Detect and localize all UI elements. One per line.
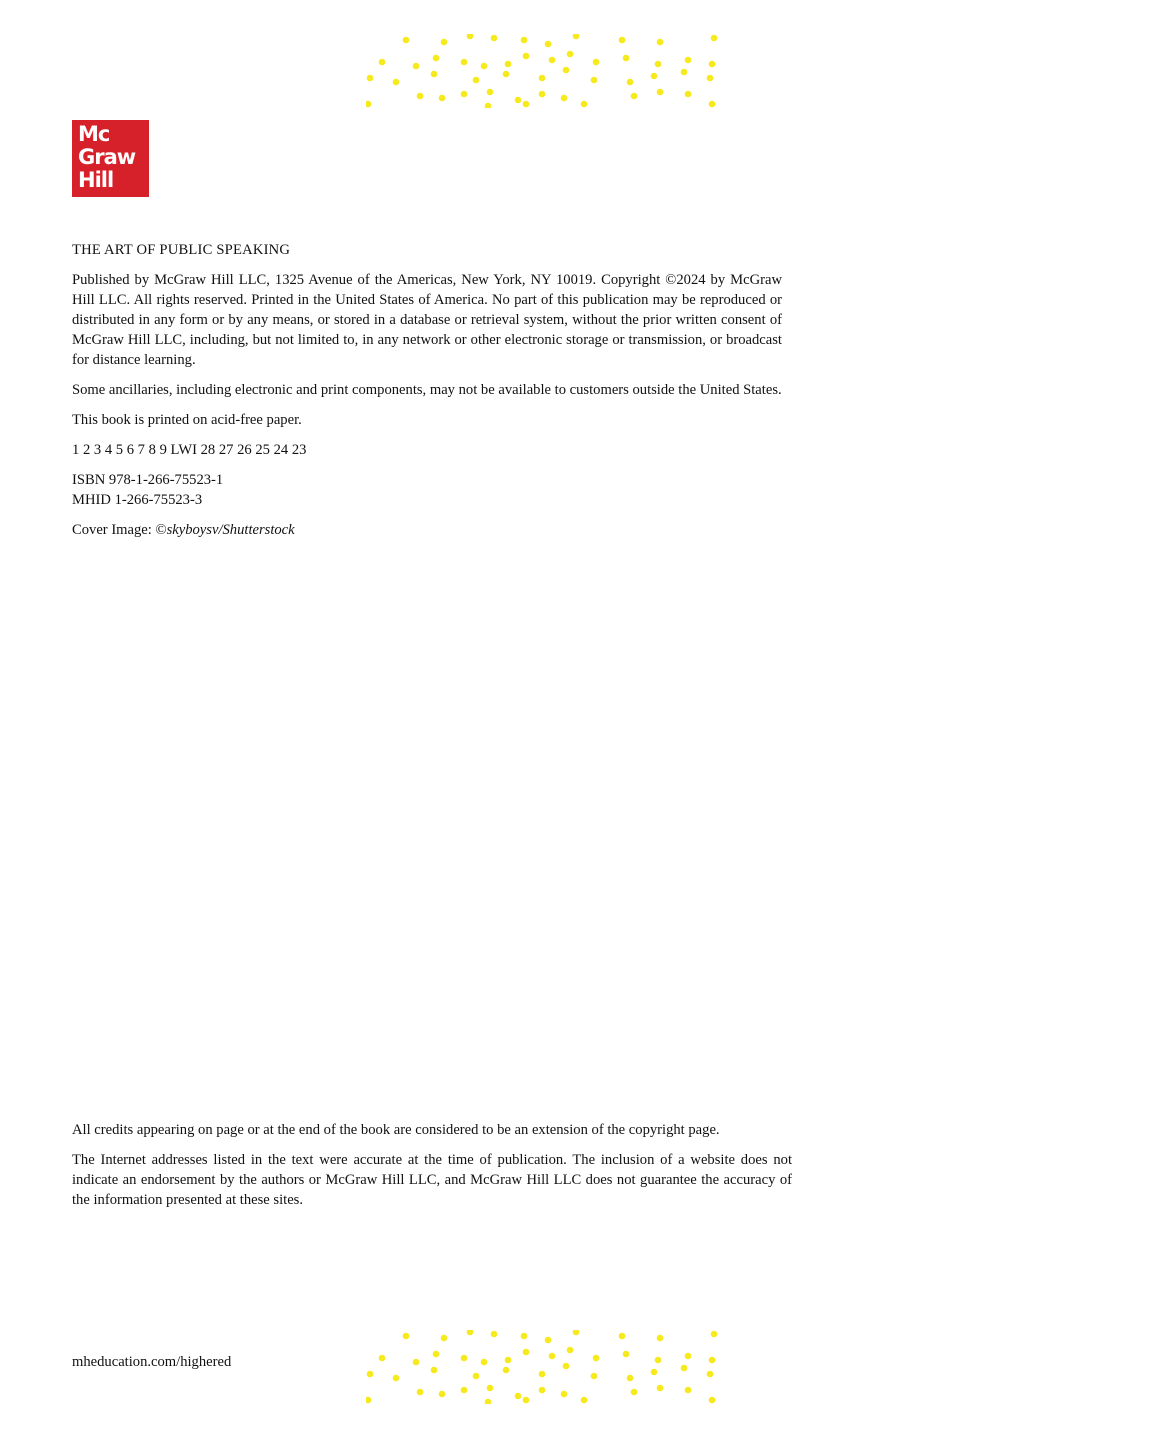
decorative-dot xyxy=(379,1355,386,1362)
decorative-dot xyxy=(685,57,692,64)
decorative-dot xyxy=(441,39,448,46)
decorative-dot xyxy=(581,101,588,108)
publisher-paragraph: Published by McGraw Hill LLC, 1325 Avenue of the Americas, New York, NY 10019. Copyright ©2024 by McGraw Hill LLC. All rights reserved. Printed in the United States of America. No part of this publication may be reproduced or distributed in any form or by any means, or stored in a database or retrieval system, without the prior written consent of McGraw Hill LLC, including, but not limited to, in any network or other electronic storage or transmission, or broadcast for distance learning. xyxy=(72,272,782,368)
decorative-dot xyxy=(623,55,630,62)
yellow-dot-decoration-bottom xyxy=(366,1330,718,1404)
decorative-dot xyxy=(657,89,664,96)
decorative-dot xyxy=(487,1385,494,1392)
decorative-dot xyxy=(467,1330,474,1335)
decorative-dot xyxy=(379,59,386,66)
printing-line: 1 2 3 4 5 6 7 8 9 LWI 28 27 26 25 24 23 xyxy=(72,442,307,458)
decorative-dot xyxy=(685,91,692,98)
decorative-dot xyxy=(591,1373,598,1380)
decorative-dot xyxy=(473,1373,480,1380)
decorative-dot xyxy=(366,1397,371,1404)
decorative-dot xyxy=(711,35,718,42)
cover-image-source: skyboysv/Shutterstock xyxy=(166,522,295,538)
decorative-dot xyxy=(393,1375,400,1382)
decorative-dot xyxy=(539,91,546,98)
decorative-dot xyxy=(651,73,658,80)
decorative-dot xyxy=(685,1387,692,1394)
decorative-dot xyxy=(657,1385,664,1392)
decorative-dot xyxy=(461,1355,468,1362)
decorative-dot xyxy=(367,75,374,82)
decorative-dot xyxy=(655,1357,662,1364)
decorative-dot xyxy=(521,37,528,44)
decorative-dot xyxy=(627,79,634,86)
decorative-dot xyxy=(573,34,580,39)
decorative-dot xyxy=(473,77,480,84)
decorative-dot xyxy=(521,1333,528,1340)
decorative-dot xyxy=(539,1387,546,1394)
decorative-dot xyxy=(707,1371,714,1378)
decorative-dot xyxy=(549,57,556,64)
decorative-dot xyxy=(393,79,400,86)
decorative-dot xyxy=(561,1391,568,1398)
decorative-dot xyxy=(461,59,468,66)
decorative-dot xyxy=(413,63,420,70)
decorative-dot xyxy=(709,1397,716,1404)
decorative-dot xyxy=(681,1365,688,1372)
decorative-dot xyxy=(563,1363,570,1370)
decorative-dot xyxy=(549,1353,556,1360)
publisher-url: mheducation.com/highered xyxy=(72,1354,232,1370)
decorative-dot xyxy=(417,93,424,100)
decorative-dot xyxy=(567,1347,574,1354)
decorative-dot xyxy=(481,1359,488,1366)
decorative-dot xyxy=(627,1375,634,1382)
decorative-dot xyxy=(413,1359,420,1366)
logo-line-2: Graw xyxy=(78,145,136,169)
decorative-dot xyxy=(366,101,371,108)
decorative-dot xyxy=(545,1337,552,1344)
decorative-dot xyxy=(573,1330,580,1335)
decorative-dot xyxy=(487,89,494,96)
credits-note: All credits appearing on page or at the end of the book are considered to be an extension of the copyright page. xyxy=(72,1122,720,1138)
decorative-dot xyxy=(503,71,510,78)
decorative-dot xyxy=(651,1369,658,1376)
cover-image-credit xyxy=(72,520,782,540)
decorative-dot xyxy=(523,101,530,108)
decorative-dot xyxy=(581,1397,588,1404)
logo-line-1: Mc xyxy=(78,122,110,146)
decorative-dot xyxy=(515,1393,522,1400)
decorative-dot xyxy=(461,91,468,98)
cover-image-label: Cover Image: © xyxy=(72,522,167,538)
decorative-dot xyxy=(709,101,716,108)
decorative-dot xyxy=(403,37,410,44)
decorative-dot xyxy=(619,37,626,44)
decorative-dot xyxy=(403,1333,410,1340)
decorative-dot xyxy=(461,1387,468,1394)
footer-notes xyxy=(72,1120,792,1220)
decorative-dot xyxy=(433,55,440,62)
decorative-dot xyxy=(523,1349,530,1356)
decorative-dot xyxy=(711,1331,718,1338)
mcgraw-hill-logo xyxy=(72,120,149,197)
decorative-dot xyxy=(539,1371,546,1378)
decorative-dot xyxy=(657,39,664,46)
decorative-dot xyxy=(515,97,522,104)
mhid: MHID 1-266-75523-3 xyxy=(72,492,203,508)
decorative-dot xyxy=(539,75,546,82)
decorative-dot xyxy=(441,1335,448,1342)
identifier-block xyxy=(72,470,782,510)
decorative-dot xyxy=(631,1389,638,1396)
decorative-dot xyxy=(707,75,714,82)
decorative-dot xyxy=(619,1333,626,1340)
decorative-dot xyxy=(491,1331,498,1338)
decorative-dot xyxy=(431,1367,438,1374)
yellow-dot-decoration-top xyxy=(366,34,718,108)
decorative-dot xyxy=(593,59,600,66)
decorative-dot xyxy=(485,1399,492,1404)
decorative-dot xyxy=(709,1357,716,1364)
decorative-dot xyxy=(439,95,446,102)
decorative-dot xyxy=(481,63,488,70)
book-title: THE ART OF PUBLIC SPEAKING xyxy=(72,242,291,258)
internet-addresses-note: The Internet addresses listed in the text were accurate at the time of publication. The inclusion of a website does not indicate an endorsement by the authors or McGraw Hill LLC, and McGraw Hill LLC does not guarantee the accuracy of the information presented at these sites. xyxy=(72,1152,792,1208)
decorative-dot xyxy=(503,1367,510,1374)
decorative-dot xyxy=(631,93,638,100)
decorative-dot xyxy=(561,95,568,102)
decorative-dot xyxy=(491,35,498,42)
decorative-dot xyxy=(657,1335,664,1342)
decorative-dot xyxy=(439,1391,446,1398)
logo-line-3: Hill xyxy=(78,168,114,192)
copyright-block xyxy=(72,240,782,550)
decorative-dot xyxy=(709,61,716,68)
decorative-dot xyxy=(523,1397,530,1404)
decorative-dot xyxy=(623,1351,630,1358)
isbn: ISBN 978-1-266-75523-1 xyxy=(72,472,224,488)
decorative-dot xyxy=(417,1389,424,1396)
decorative-dot xyxy=(591,77,598,84)
decorative-dot xyxy=(545,41,552,48)
acid-free-paper-note: This book is printed on acid-free paper. xyxy=(72,412,302,428)
decorative-dot xyxy=(431,71,438,78)
decorative-dot xyxy=(567,51,574,58)
decorative-dot xyxy=(563,67,570,74)
decorative-dot xyxy=(655,61,662,68)
decorative-dot xyxy=(485,103,492,108)
ancillaries-paragraph: Some ancillaries, including electronic and print components, may not be available to customers outside the United States. xyxy=(72,382,782,398)
decorative-dot xyxy=(367,1371,374,1378)
decorative-dot xyxy=(593,1355,600,1362)
decorative-dot xyxy=(467,34,474,39)
decorative-dot xyxy=(505,1357,512,1364)
decorative-dot xyxy=(523,53,530,60)
decorative-dot xyxy=(681,69,688,76)
decorative-dot xyxy=(505,61,512,68)
decorative-dot xyxy=(433,1351,440,1358)
decorative-dot xyxy=(685,1353,692,1360)
